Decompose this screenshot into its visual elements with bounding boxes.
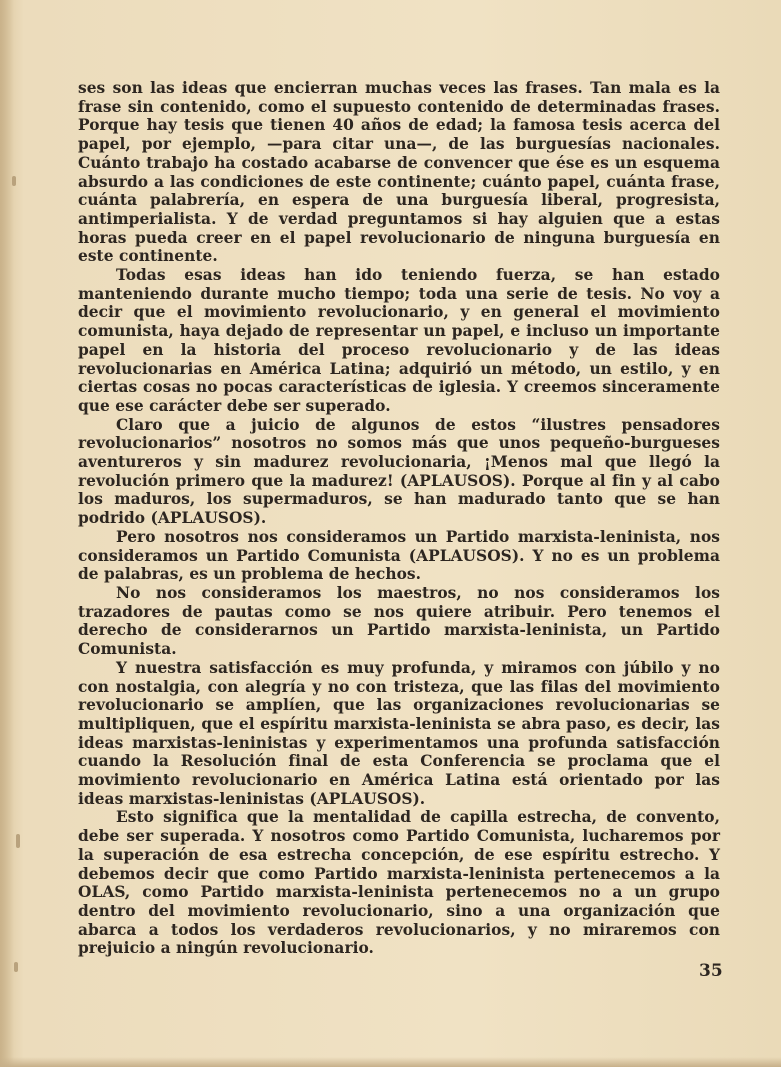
paragraph: ses son las ideas que encierran muchas veces las frases. Tan mala es la frase sin contenido, como el supuesto contenido de determinadas frases. Porque hay tesis que tienen 40 años de edad; la famosa tesis acerca del papel, por ejemplo, —para citar una—, de las burguesías nacionales. Cuánto trabajo ha costado acabarse de convencer que ése es un esquema absurdo a las condiciones de este continente; cuánto papel, cuánta frase, cuánta palabrería, en espera de una burguesía liberal, progresista, antimperialista. Y de verdad preguntamos si hay alguien que a estas horas pueda creer en el papel revolucionario de ninguna burguesía en este continente. (78, 79, 720, 266)
paragraph: No nos consideramos los maestros, no nos consideramos los trazadores de pautas como se nos quiere atribuir. Pero tenemos el derecho de considerarnos un Partido marxista-leninista, un Partido Comunista. (78, 583, 720, 659)
paragraph: Todas esas ideas han ido teniendo fuerza, se han estado manteniendo durante mucho tiempo; toda una serie de tesis. No voy a decir que el movimiento revolucionario, y en general el movimiento comunista, haya dejado de representar un papel, e incluso un importante papel en la historia del proceso revolucionario y de las ideas revolucionarias en América Latina; adquirió un método, un estilo, y en ciertas cosas no pocas características de iglesia. Y creemos sinceramente que ese carácter debe ser superado. (78, 266, 720, 415)
paragraph: Esto significa que la mentalidad de capilla estrecha, de convento, debe ser superada. Y nosotros como Partido Comunista, lucharemos por la superación de esa estrecha concepción, de ese espíritu estrecho. Y debemos decir que como Partido marxista-leninista pertenecemos a la OLAS, como Partido marxista-leninista pertenecemos no a un grupo dentro del movimiento revolucionario, sino a una organización que abarca a todos los verdaderos revolucionarios, y no miraremos con prejuicio a ningún revolucionario. (78, 808, 720, 958)
page-edge-mark (16, 834, 20, 848)
paragraph: Claro que a juicio de algunos de estos “ilustres pensadores revolucionarios” nosotros no somos más que unos pequeño-burgueses aventureros y sin madurez revolucionaria, ¡Menos mal que llegó la revolución primero que la madurez! (APLAUSOS). Porque al fin y al cabo los maduros, los supermaduros, se han madurado tanto que se han podrido (APLAUSOS). (78, 415, 720, 528)
page-body-text (78, 79, 720, 958)
page-edge-mark (14, 962, 18, 972)
page-edge-mark (12, 176, 16, 186)
page-bottom-edge (0, 1057, 781, 1067)
page-binding-shadow (0, 0, 14, 1067)
paragraph: Y nuestra satisfacción es muy profunda, y miramos con júbilo y no con nostalgia, con alegría y no con tristeza, que las filas del movimiento revolucionario se amplíen, que las organizaciones revolucionarias se multipliquen, que el espíritu marxista-leninista se abra paso, es decir, las ideas marxistas-leninistas y experimentamos una profunda satisfacción cuando la Resolución final de esta Conferencia se proclama que el movimiento revolucionario en América Latina está orientado por las ideas marxistas-leninistas (APLAUSOS). (78, 658, 720, 808)
paragraph: Pero nosotros nos consideramos un Partido marxista-leninista, nos consideramos un Partido Comunista (APLAUSOS). Y no es un problema de palabras, es un problema de hechos. (78, 527, 720, 584)
page-number: 35 (699, 961, 723, 981)
